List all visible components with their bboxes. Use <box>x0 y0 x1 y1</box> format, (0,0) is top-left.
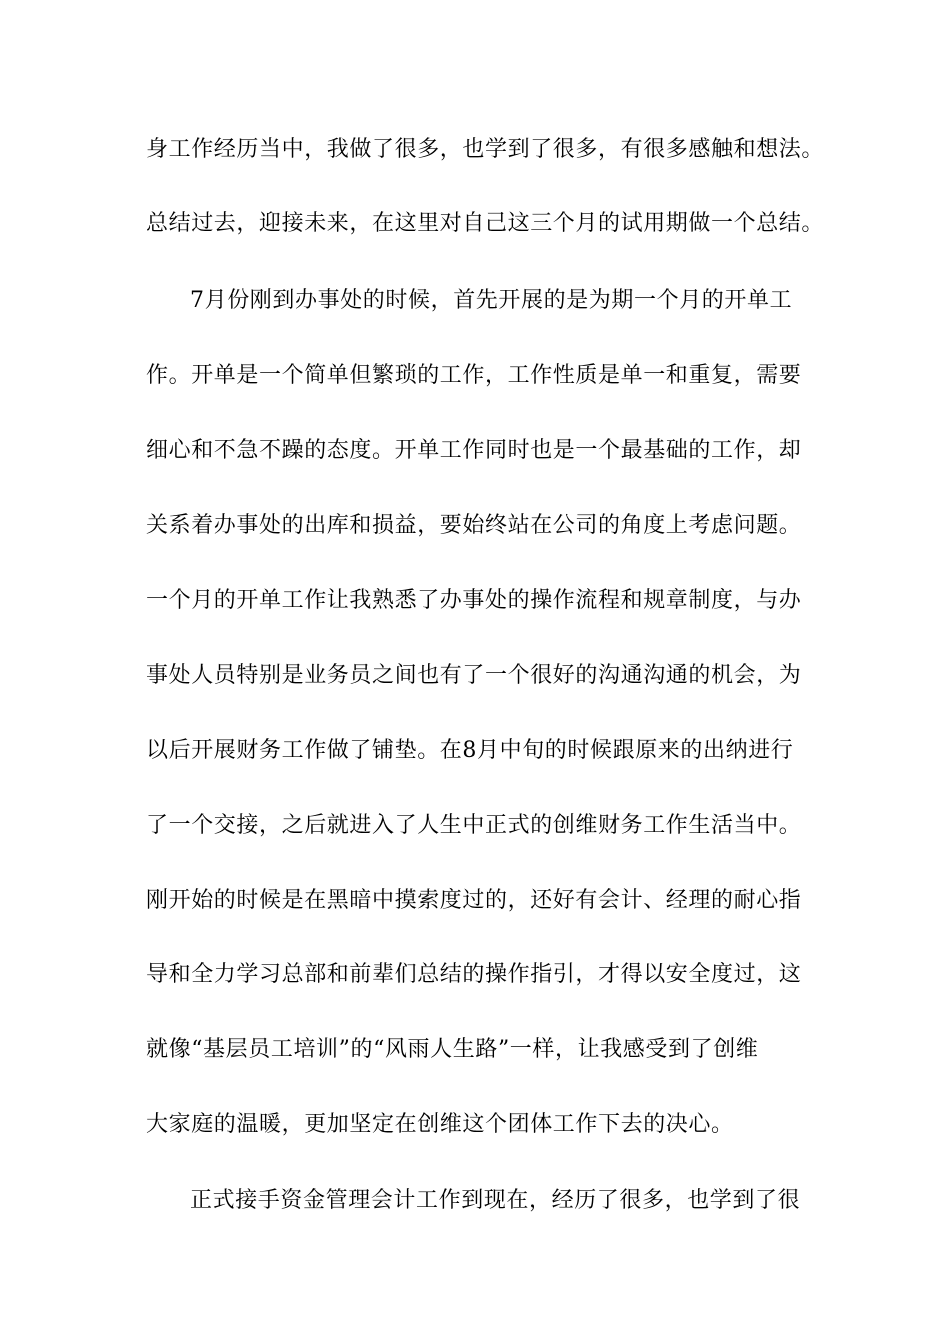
text-line-9: 以后开展财务工作做了铺垫。在8月中旬的时候跟原来的出纳进行 <box>146 738 794 763</box>
text-line-15: 正式接手资金管理会计工作到现在，经历了很多，也学到了很 <box>190 1188 801 1213</box>
text-line-12: 导和全力学习总部和前辈们总结的操作指引，才得以安全度过，这 <box>146 962 802 987</box>
text-line-4: 作。开单是一个简单但繁琐的工作，工作性质是单一和重复，需要 <box>146 363 802 388</box>
text-line-10: 了一个交接，之后就进入了人生中正式的创维财务工作生活当中。 <box>146 813 802 838</box>
text-line-8: 事处人员特别是业务员之间也有了一个很好的沟通沟通的机会，为 <box>146 663 802 688</box>
text-line-7: 一个月的开单工作让我熟悉了办事处的操作流程和规章制度，与办 <box>146 588 802 613</box>
text-line-14: 大家庭的温暖，更加坚定在创维这个团体工作下去的决心。 <box>146 1112 734 1137</box>
text-line-13: 就像“基层员工培训”的“风雨人生路”一样，让我感受到了创维 <box>146 1037 759 1062</box>
text-line-6: 关系着办事处的出库和损益，要始终站在公司的角度上考虑问题。 <box>146 513 802 538</box>
text-line-5: 细心和不急不躁的态度。开单工作同时也是一个最基础的工作，却 <box>146 438 802 463</box>
text-line-3: 7月份刚到办事处的时候，首先开展的是为期一个月的开单工 <box>190 288 793 313</box>
text-line-1: 身工作经历当中，我做了很多，也学到了很多，有很多感触和想法。 <box>146 137 825 162</box>
text-line-2: 总结过去，迎接未来，在这里对自己这三个月的试用期做一个总结。 <box>146 211 825 236</box>
text-line-11: 刚开始的时候是在黑暗中摸索度过的，还好有会计、经理的耐心指 <box>146 888 802 913</box>
